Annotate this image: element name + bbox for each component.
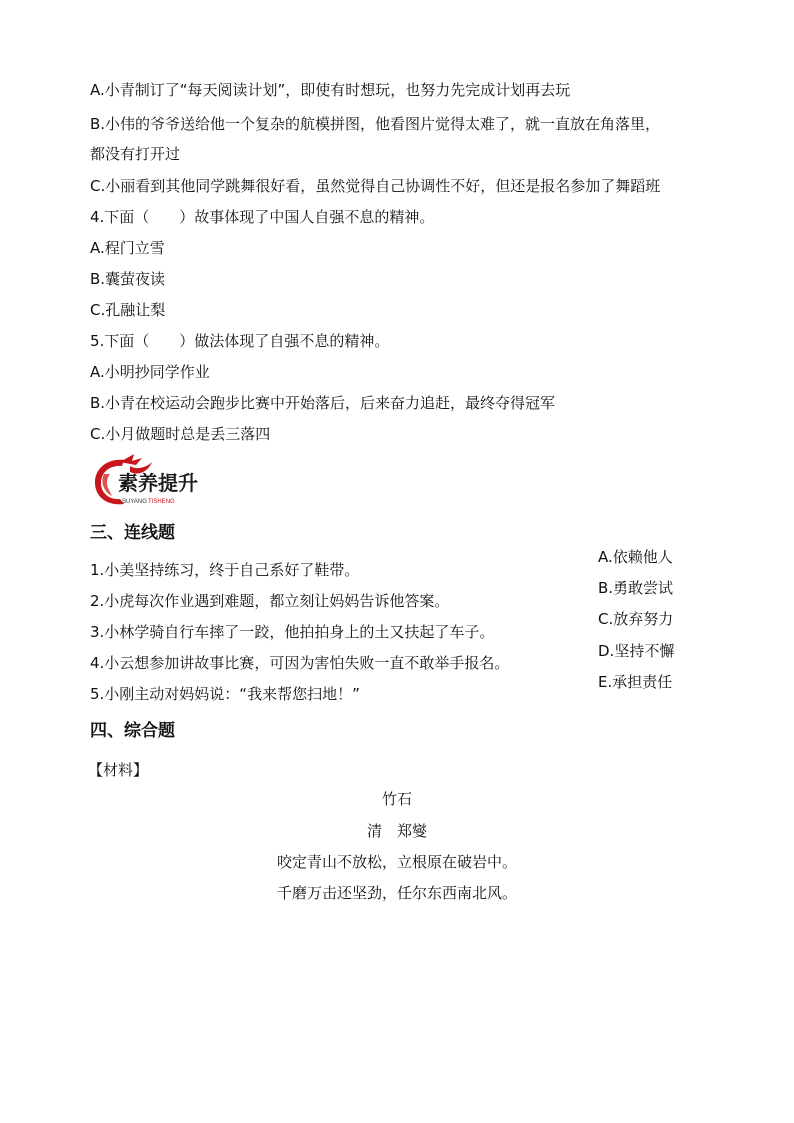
match-right-a: A.依赖他人 [598, 548, 673, 566]
section4-heading: 四、综合题 [90, 721, 175, 741]
q4-option-a: A.程门立雪 [90, 239, 165, 257]
poem-line-2: 千磨万击还坚劲，任尔东西南北风。 [276, 884, 517, 902]
q3-option-c: C.小丽看到其他同学跳舞很好看，虽然觉得自己协调性不好，但还是报名参加了舞蹈班 [90, 177, 661, 195]
match-left-1: 1.小美坚持练习，终于自己系好了鞋带。 [90, 561, 360, 579]
match-right-c: C.放弃努力 [598, 610, 674, 628]
q5-stem: 5.下面（ ）做法体现了自强不息的精神。 [90, 332, 390, 350]
q4-option-b: B.囊萤夜读 [90, 270, 166, 288]
banner-subtitle-b: TISHENG [148, 499, 175, 505]
match-left-3: 3.小林学骑自行车摔了一跤，他拍拍身上的土又扶起了车子。 [90, 623, 495, 641]
q5-option-a: A.小明抄同学作业 [90, 363, 210, 381]
q3-option-a: A.小青制订了“每天阅读计划”，即使有时想玩，也努力先完成计划再去玩 [90, 81, 571, 99]
banner-subtitle-a: SUYANG [122, 499, 147, 505]
poem-line-1: 咬定青山不放松，立根原在破岩中。 [276, 853, 517, 871]
q3-option-b: B.小伟的爷爷送给他一个复杂的航模拼图，他看图片觉得太难了，就一直放在角落里， [90, 115, 661, 133]
match-right-e: E.承担责任 [598, 673, 673, 691]
q5-option-c: C.小月做题时总是丢三落四 [90, 425, 271, 443]
material-label: 【材料】 [88, 761, 149, 779]
match-left-2: 2.小虎每次作业遇到难题，都立刻让妈妈告诉他答案。 [90, 592, 450, 610]
poem-title: 竹石 [381, 790, 412, 808]
match-left-4: 4.小云想参加讲故事比赛，可因为害怕失败一直不敢举手报名。 [90, 654, 510, 672]
section3-heading: 三、连线题 [90, 523, 175, 543]
suyang-tisheng-banner [90, 452, 230, 508]
q3-option-b-cont: 都没有打开过 [90, 145, 181, 163]
q4-stem: 4.下面（ ）故事体现了中国人自强不息的精神。 [90, 208, 435, 226]
match-left-5: 5.小刚主动对妈妈说：“我来帮您扫地！” [90, 685, 360, 703]
q4-option-c: C.孔融让梨 [90, 301, 166, 319]
q5-option-b: B.小青在校运动会跑步比赛中开始落后，后来奋力追赶，最终夺得冠军 [90, 394, 556, 412]
banner-title: 素养提升 [118, 471, 198, 495]
match-right-b: B.勇敢尝试 [598, 579, 674, 597]
poem-author: 清 郑燮 [366, 822, 427, 840]
match-right-d: D.坚持不懈 [598, 642, 675, 660]
